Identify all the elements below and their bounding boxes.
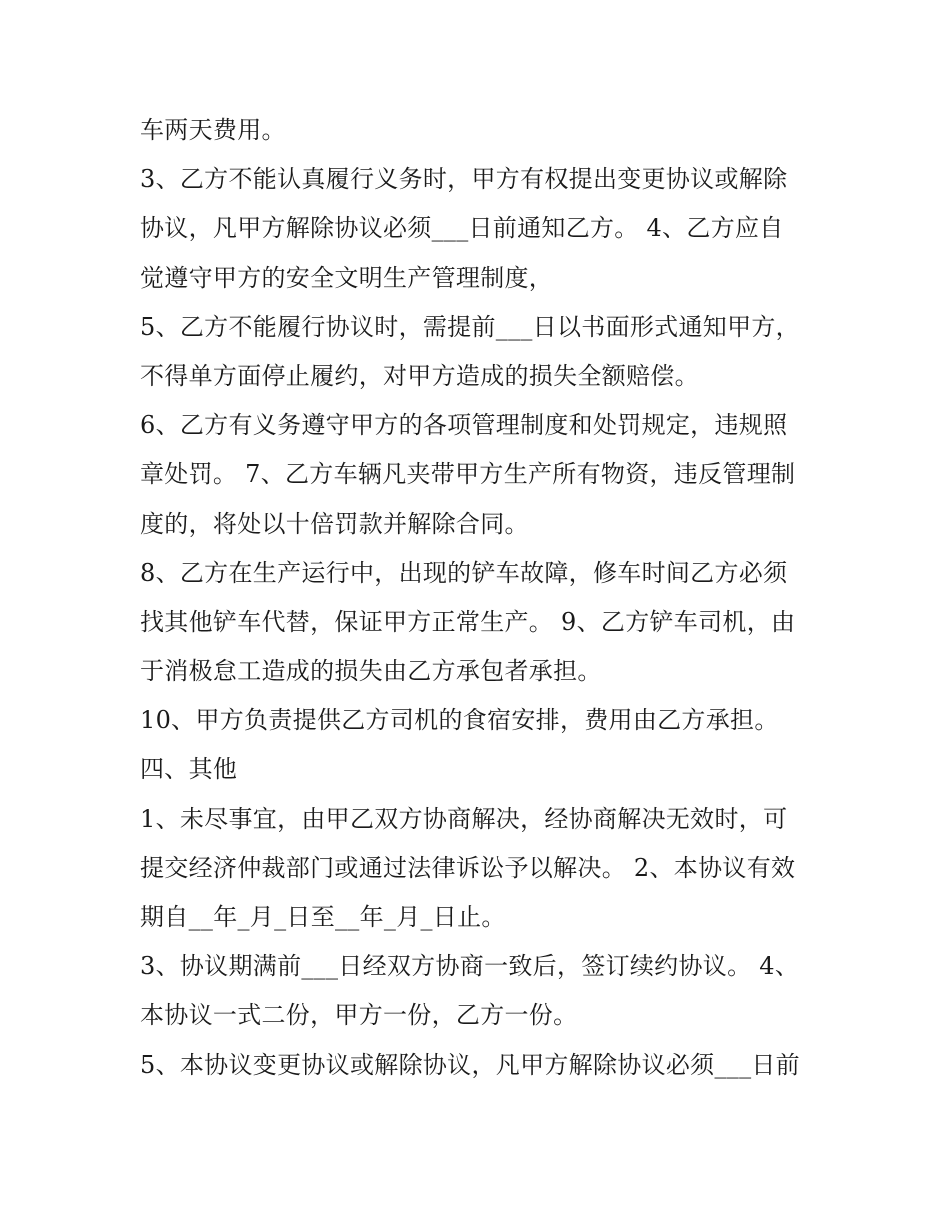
text-line: 车两天费用。 (140, 116, 286, 144)
text-line: 3、协议期满前___日经双方协商一致后，签订续约协议。 4、 (140, 952, 800, 981)
text-line: 度的，将处以十倍罚款并解除合同。 (140, 509, 529, 538)
text-line: 协议，凡甲方解除协议必须___日前通知乙方。 4、乙方应自 (140, 214, 784, 243)
text-line: 提交经济仲裁部门或通过法律诉讼予以解决。 2、本协议有效 (140, 853, 796, 882)
text-line: 于消极怠工造成的损失由乙方承包者承担。 (140, 657, 602, 686)
text-line: 3、乙方不能认真履行义务时，甲方有权提出变更协议或解除 (140, 165, 788, 194)
text-line: 1、未尽事宜，由甲乙双方协商解决，经协商解决无效时，可 (140, 804, 788, 833)
text-line: 5、本协议变更协议或解除协议，凡甲方解除协议必须___日前 (140, 1050, 800, 1079)
section-heading: 四、其他 (140, 755, 238, 784)
text-line: 期自__年_月_日至__年_月_日止。 (140, 903, 506, 931)
text-line: 10、甲方负责提供乙方司机的食宿安排，费用由乙方承担。 (140, 706, 779, 735)
text-line: 6、乙方有义务遵守甲方的各项管理制度和处罚规定，违规照 (140, 411, 788, 440)
text-line: 找其他铲车代替，保证甲方正常生产。 9、乙方铲车司机，由 (140, 607, 796, 636)
text-line: 8、乙方在生产运行中，出现的铲车故障，修车时间乙方必须 (140, 558, 788, 587)
text-line: 本协议一式二份，甲方一份，乙方一份。 (140, 1001, 578, 1030)
document-body (140, 106, 830, 1090)
text-line: 觉遵守甲方的安全文明生产管理制度， (140, 263, 554, 292)
text-line: 不得单方面停止履约，对甲方造成的损失全额赔偿。 (140, 361, 699, 390)
text-line: 章处罚。 7、乙方车辆凡夹带甲方生产所有物资，违反管理制 (140, 460, 796, 489)
text-line: 5、乙方不能履行协议时，需提前___日以书面形式通知甲方， (140, 312, 800, 341)
